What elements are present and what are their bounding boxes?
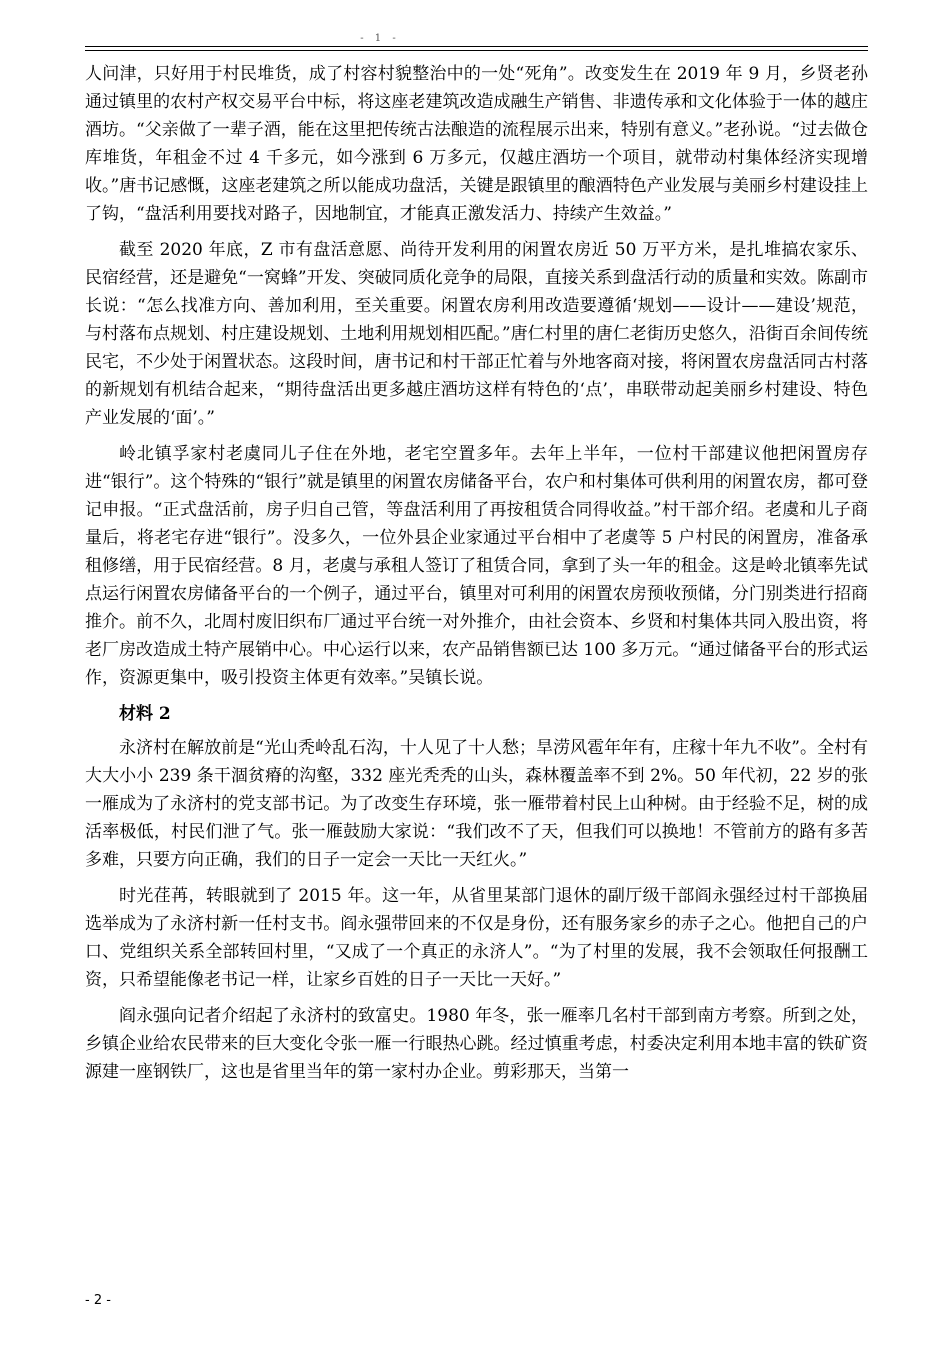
paragraph: 永济村在解放前是“光山秃岭乱石沟，十人见了十人愁；旱涝风雹年年有，庄稼十年九不收”。全村有大大小小 239 条干涸贫瘠的沟壑，332 座光秃秃的山头，森林覆盖率不到 2%。50 年代初，22 岁的张一雁成为了永济村的党支部书记。为了改变生存环境，张一雁带着村民上山种树。由于经验不足，树的成活率极低，村民们泄了气。张一雁鼓励大家说：“我们改不了天，但我们可以换地！不管前方的路有多苦多难，只要方向正确，我们的日子一定会一天比一天红火。” (85, 738, 868, 870)
section-title: 材料 2 (119, 704, 171, 724)
document-body (85, 60, 868, 1094)
paragraph: 岭北镇孚家村老虞同儿子住在外地，老宅空置多年。去年上半年，一位村干部建议他把闲置房存进“银行”。这个特殊的“银行”就是镇里的闲置农房储备平台，农户和村集体可供利用的闲置农房，都可登记申报。“正式盘活前，房子归自己管，等盘活利用了再按租赁合同得收益。”村干部介绍。老虞和儿子商量后，将老宅存进“银行”。没多久，一位外县企业家通过平台相中了老虞等 5 户村民的闲置房，准备承租修缮，用于民宿经营。8 月，老虞与承租人签订了租赁合同，拿到了头一年的租金。这是岭北镇率先试点运行闲置农房储备平台的一个例子，通过平台，镇里对可利用的闲置农房预收预储，分门别类进行招商推介。前不久，北周村废旧织布厂通过平台统一对外推介，由社会资本、乡贤和村集体共同入股出资，将老厂房改造成土特产展销中心。中心运行以来，农产品销售额已达 100 多万元。“通过储备平台的形式运作，资源更集中，吸引投资主体更有效率。”吴镇长说。 (85, 444, 868, 688)
header-page-mark: - 1 - (360, 33, 400, 44)
paragraph: 时光荏苒，转眼就到了 2015 年。这一年，从省里某部门退休的副厅级干部阎永强经过村干部换届选举成为了永济村新一任村支书。阎永强带回来的不仅是身份，还有服务家乡的赤子之心。他把自己的户口、党组织关系全部转回村里，“又成了一个真正的永济人”。“为了村里的发展，我不会领取任何报酬工资，只希望能像老书记一样，让家乡百姓的日子一天比一天好。” (85, 886, 868, 990)
header-rule-top (85, 46, 868, 47)
paragraph: 截至 2020 年底，Z 市有盘活意愿、尚待开发利用的闲置农房近 50 万平方米，是扎堆搞农家乐、民宿经营，还是避免“一窝蜂”开发、突破同质化竞争的局限，直接关系到盘活行动的质量和实效。陈副市长说：“怎么找准方向、善加利用，至关重要。闲置农房利用改造要遵循‘规划——设计——建设’规范，与村落布点规划、村庄建设规划、土地利用规划相匹配。”唐仁村里的唐仁老街历史悠久，沿街百余间传统民宅，不少处于闲置状态。这段时间，唐书记和村干部正忙着与外地客商对接，将闲置农房盘活同古村落的新规划有机结合起来，“期待盘活出更多越庄酒坊这样有特色的‘点’，串联带动起美丽乡村建设、特色产业发展的‘面’。” (85, 240, 868, 428)
header-rule-bottom (85, 50, 868, 51)
paragraph: 人问津，只好用于村民堆货，成了村容村貌整治中的一处“死角”。改变发生在 2019 年 9 月，乡贤老孙通过镇里的农村产权交易平台中标，将这座老建筑改造成融生产销售、非遗传承和文化体验于一体的越庄酒坊。“父亲做了一辈子酒，能在这里把传统古法酿造的流程展示出来，特别有意义。”老孙说。“过去做仓库堆货，年租金不过 4 千多元，如今涨到 6 万多元，仅越庄酒坊一个项目，就带动村集体经济实现增收。”唐书记感慨，这座老建筑之所以能成功盘活，关键是跟镇里的酿酒特色产业发展与美丽乡村建设挂上了钩，“盘活利用要找对路子，因地制宜，才能真正激发活力、持续产生效益。” (85, 64, 868, 224)
paragraph: 阎永强向记者介绍起了永济村的致富史。1980 年冬，张一雁率几名村干部到南方考察。所到之处，乡镇企业给农民带来的巨大变化令张一雁一行眼热心跳。经过慎重考虑，村委决定利用本地丰富的铁矿资源建一座钢铁厂，这也是省里当年的第一家村办企业。剪彩那天，当第一 (85, 1006, 868, 1082)
page-number: - 2 - (85, 1293, 111, 1308)
